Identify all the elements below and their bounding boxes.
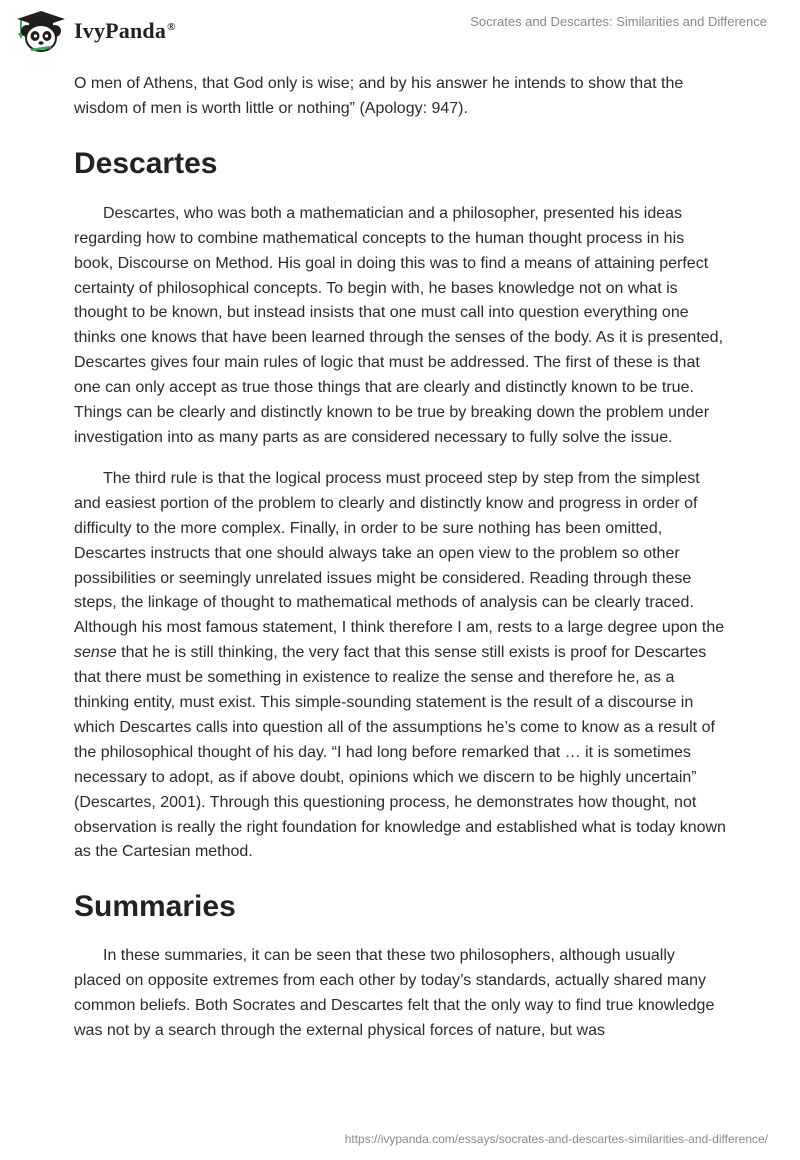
brand-logo[interactable]	[14, 9, 176, 53]
paragraph-text-part: The third rule is that the logical process must proceed step by step from the simplest and easiest portion of the problem to clearly and distinctly know and progress in order of difficulty to the more complex. Finally, in order to be sure nothing has been omitted, Descartes instructs that one should always take an open view to the problem so other possibilities or seemingly unrelated issues might be considered. Reading through these steps, the linkage of thought to mathematical methods of analysis can be clearly traced. Although his most famous statement, I think therefore I am, rests to a large degree upon the	[74, 469, 725, 637]
section-heading-descartes: Descartes	[74, 146, 218, 180]
emphasis-sense: sense	[74, 644, 117, 662]
descartes-paragraph-2	[74, 467, 726, 866]
essay-body	[74, 72, 726, 1044]
descartes-paragraph-1: Descartes, who was both a mathematician and a philosopher, presented his ideas regarding how to combine mathematical concepts to the human thought process in his book, Discourse on Method. His goal in doing this was to find a means of attaining perfect certainty of philosophical concepts. To begin with, he bases knowledge not on what is thought to be known, but instead insists that one must call into question everything one thinks one knows that have been learned through the senses of the body. As it is presented, Descartes gives four main rules of logic that must be addressed. The first of these is that one can only accept as true those things that are clearly and distinctly known to be true. Things can be clearly and distinctly known to be true by breaking down the problem under investigation into as many parts as are considered necessary to fully solve the issue.	[74, 204, 724, 446]
section-heading-summaries: Summaries	[74, 890, 236, 924]
intro-paragraph: O men of Athens, that God only is wise; and by his answer he intends to show that the wisdom of men is worth little or nothing” (Apology: 947).	[74, 75, 684, 117]
panda-graduate-icon	[14, 9, 68, 53]
paragraph-text-part: that he is still thinking, the very fact that this sense still exists is proof for Descartes that there must be something in existence to realize the sense and therefore he, as a thinking entity, must exist. This simple-sounding statement is the result of a discourse in which Descartes calls into question all of the assumptions he’s come to know as a result of the philosophical thought of his day. “I had long before remarked that … it is sometimes necessary to adopt, as if above doubt, opinions which we discern to be highly uncertain” (Descartes, 2001). Through this questioning process, he demonstrates how thought, not observation is really the right foundation for knowledge and established what is today known as the Cartesian method.	[74, 644, 726, 861]
document-title: Socrates and Descartes: Similarities and Difference	[470, 14, 767, 29]
brand-name: IvyPanda®	[74, 18, 176, 43]
summaries-paragraph-1: In these summaries, it can be seen that these two philosophers, although usually placed on opposite extremes from each other by today’s standards, actually shared many common beliefs. Both Socrates and Descartes felt that the only way to find true knowledge was not by a search through the external physical forces of nature, but was	[74, 947, 715, 1040]
registered-mark: ®	[167, 20, 176, 33]
page-header	[0, 0, 800, 62]
source-url[interactable]: https://ivypanda.com/essays/socrates-and-descartes-similarities-and-difference/	[344, 1132, 768, 1146]
